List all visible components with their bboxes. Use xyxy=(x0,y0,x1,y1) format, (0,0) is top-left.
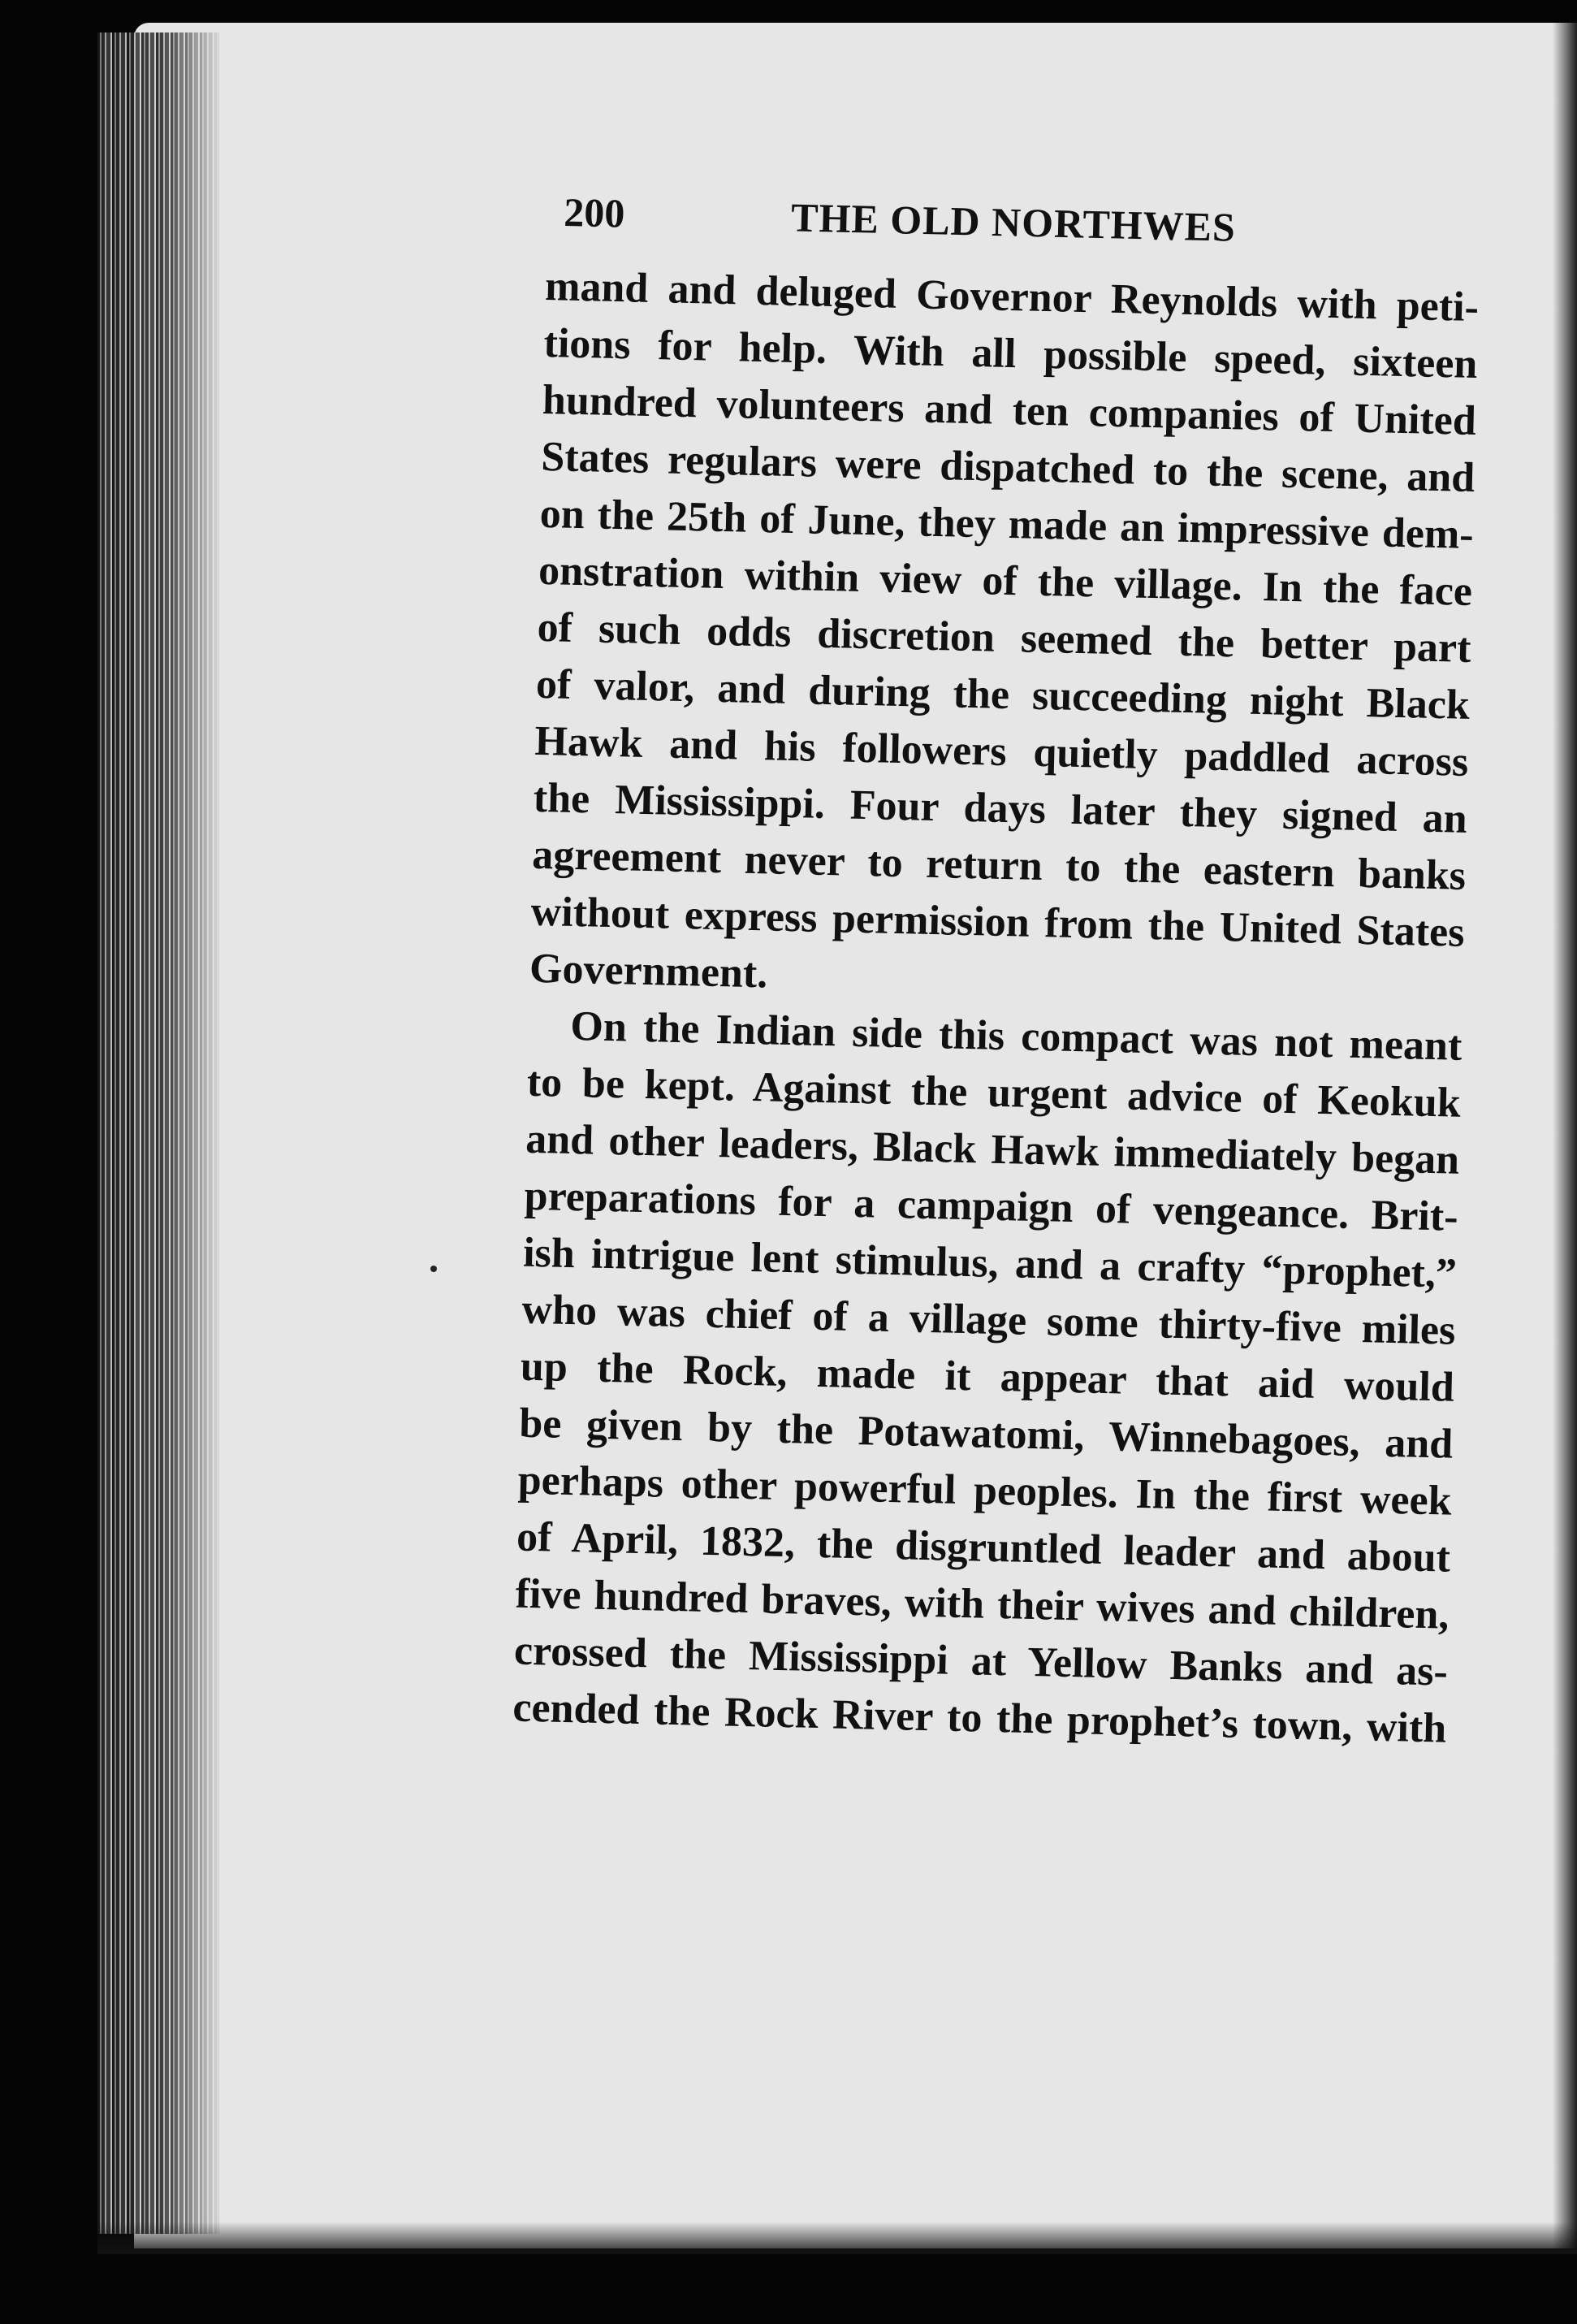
body-text xyxy=(512,258,1480,1758)
print-speck xyxy=(430,1266,437,1272)
text-line: five hundred braves, with their wives and children, xyxy=(515,1570,1450,1638)
paragraph-1 xyxy=(529,258,1479,1019)
text-line: mand and deluged Governor Reynolds with peti- xyxy=(544,262,1480,331)
text-line: of April, 1832, the disgruntled leader and about xyxy=(516,1513,1451,1582)
bottom-page-shadow xyxy=(97,2222,1577,2254)
text-line: Hawk and his followers quietly paddled across xyxy=(534,717,1469,785)
text-line: ish intrigue lent stimulus, and a crafty “prophet,” xyxy=(522,1229,1458,1297)
text-line: on the 25th of June, they made an impressive dem- xyxy=(539,490,1475,559)
text-line: agreement never to return to the eastern banks xyxy=(531,831,1467,899)
running-head: THE OLD NORTHWES xyxy=(790,194,1237,250)
text-line: cended the Rock River to the prophet’s town, with xyxy=(512,1684,1447,1752)
text-line: of such odds discretion seemed the better part xyxy=(537,604,1472,672)
right-page-shadow xyxy=(1553,23,1577,2248)
text-line: who was chief of a village some thirty-five miles xyxy=(521,1286,1456,1354)
text-line: be given by the Potawatomi, Winnebagoes, and xyxy=(518,1400,1454,1468)
text-line: onstration within view of the village. In the face xyxy=(538,547,1473,615)
text-line: hundred volunteers and ten companies of United xyxy=(542,376,1477,445)
text-line: and other leaders, Black Hawk immediately began xyxy=(525,1115,1460,1184)
text-line: crossed the Mississippi at Yellow Banks and as- xyxy=(513,1627,1449,1695)
text-line: preparations for a campaign of vengeance. Brit- xyxy=(524,1172,1459,1240)
paragraph-2 xyxy=(512,998,1463,1758)
text-line: States regulars were dispatched to the scene, and xyxy=(540,433,1475,502)
binding-shadow xyxy=(162,24,252,2242)
text-line: up the Rock, made it appear that aid would xyxy=(520,1343,1455,1411)
text-line: Government. xyxy=(529,945,768,998)
text-line: to be kept. Against the urgent advice of Keokuk xyxy=(526,1058,1462,1127)
text-line: without express permission from the United States xyxy=(530,888,1466,956)
page-number: 200 xyxy=(563,188,625,236)
text-line: perhaps other powerful peoples. In the first week xyxy=(517,1456,1453,1525)
text-line: of valor, and during the succeeding night Black xyxy=(535,660,1471,729)
text-line: the Mississippi. Four days later they signed an xyxy=(533,774,1468,842)
text-line: tions for help. With all possible speed, sixteen xyxy=(542,319,1478,388)
text-line: On the Indian side this compact was not meant xyxy=(569,1002,1463,1070)
